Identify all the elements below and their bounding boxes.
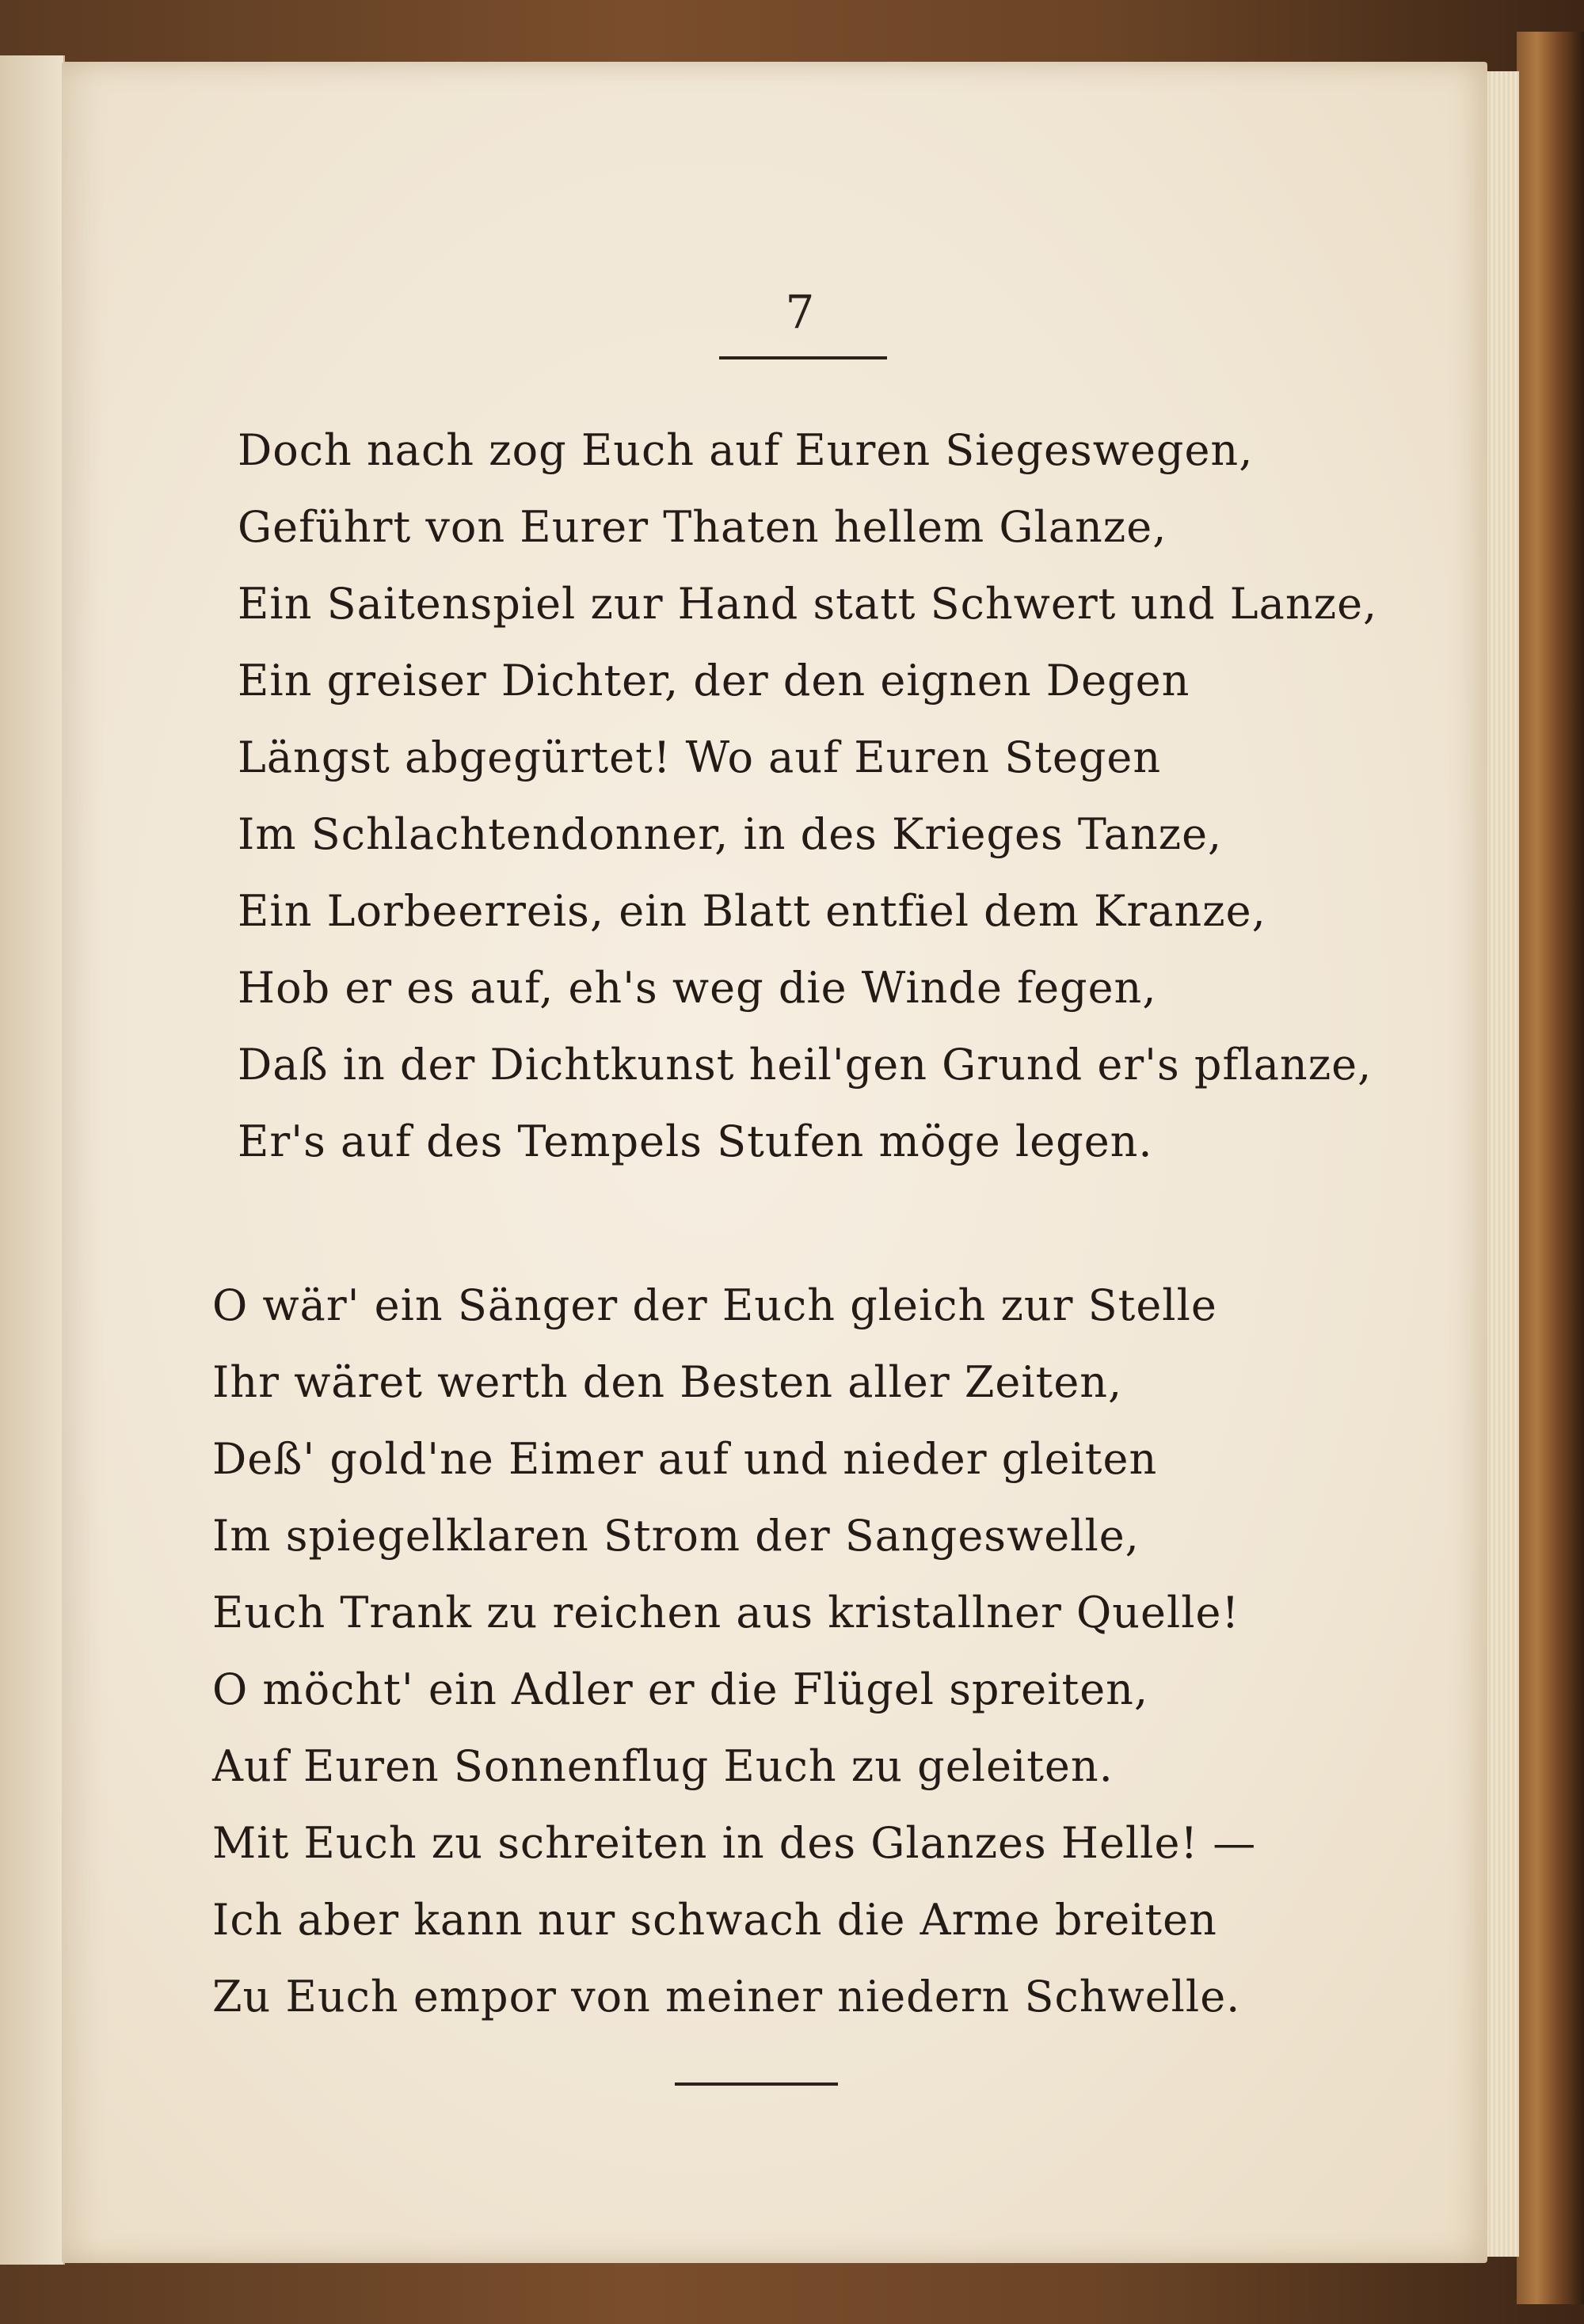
verse-line: Längst abgegürtet! Wo auf Euren Stegen <box>238 732 1162 782</box>
header-rule <box>719 356 887 359</box>
page-edges <box>1487 71 1519 2257</box>
stanza-1 <box>238 412 1377 1180</box>
verse-line: Ein Lorbeerreis, ein Blatt entfiel dem Kranze, <box>238 886 1266 936</box>
verse-line: O möcht' ein Adler er die Flügel spreiten, <box>212 1664 1149 1714</box>
verse-line: Im spiegelklaren Strom der Sangeswelle, <box>212 1511 1140 1561</box>
verse-line: Ihr wäret werth den Besten aller Zeiten, <box>212 1357 1123 1407</box>
verse-line: Zu Euch empor von meiner niedern Schwelle. <box>212 1972 1241 2022</box>
verse-line: Ich aber kann nur schwach die Arme breiten <box>212 1895 1217 1945</box>
stanza-2 <box>212 1267 1256 2035</box>
previous-page-edge <box>0 55 65 2265</box>
verse-line: Auf Euren Sonnenflug Euch zu geleiten. <box>212 1741 1114 1791</box>
cover-edge <box>1517 32 1584 2304</box>
verse-line: Hob er es auf, eh's weg die Winde fegen, <box>238 963 1157 1013</box>
verse-line: Euch Trank zu reichen aus kristallner Quelle! <box>212 1588 1240 1637</box>
verse-line: Doch nach zog Euch auf Euren Siegeswegen, <box>238 425 1254 475</box>
verse-line: Deß' gold'ne Eimer auf und nieder gleiten <box>212 1434 1158 1484</box>
verse-line: Im Schlachtendonner, in des Krieges Tanze, <box>238 809 1223 859</box>
verse-line: Mit Euch zu schreiten in des Glanzes Helle! — <box>212 1818 1257 1868</box>
verse-line: Ein Saitenspiel zur Hand statt Schwert und Lanze, <box>238 579 1378 629</box>
verse-line: Daß in der Dichtkunst heil'gen Grund er's pflanze, <box>238 1040 1373 1090</box>
footer-rule <box>675 2082 838 2086</box>
verse-line: Ein greiser Dichter, der den eignen Degen <box>238 656 1190 706</box>
verse-line: Er's auf des Tempels Stufen möge legen. <box>238 1116 1153 1166</box>
verse-line: Geführt von Eurer Thaten hellem Glanze, <box>238 502 1167 552</box>
verse-line: O wär' ein Sänger der Euch gleich zur Stelle <box>212 1280 1217 1330</box>
page-number: 7 <box>785 285 815 339</box>
